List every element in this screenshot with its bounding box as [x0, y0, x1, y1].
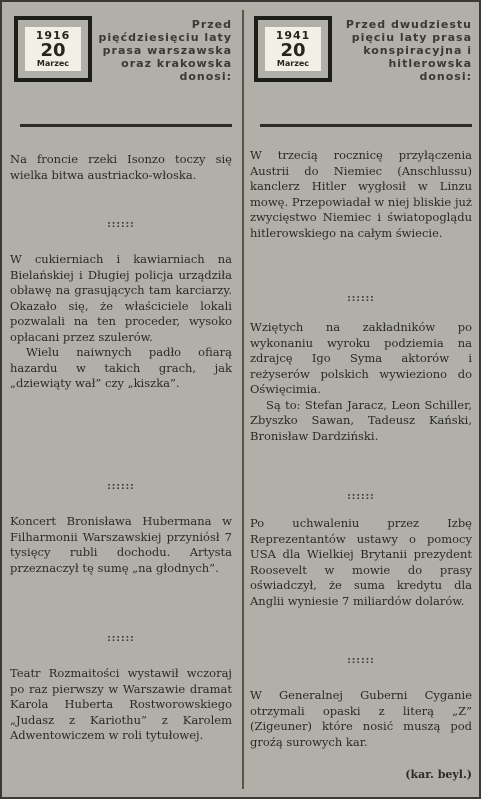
heading-rule — [260, 124, 472, 127]
column-heading: Przed pięćdziesięciu laty prasa warszawska oraz krakowska donosi: — [98, 18, 232, 83]
article-cyganie — [250, 688, 472, 750]
column-1916 — [10, 2, 236, 742]
article-text: Koncert Bronisława Hubermana w Filharmonii Warszawskiej przyniósł 7 tysięcy rubli dochodu. Artysta przeznaczył tę sumę „na głodnych”. — [10, 514, 232, 575]
article-text: Są to: Stefan Jaracz, Leon Schiller, Zbyszko Sawan, Tadeusz Kański, Bronisław Dardziński. — [250, 397, 472, 443]
article-teatr — [10, 666, 232, 744]
date-day: 20 — [280, 40, 306, 61]
column-divider — [242, 10, 244, 789]
article-text: W cukierniach i kawiarniach na Bielańskiej i Długiej policja urządziła obławę na grasujących tam karciarzy. Okazało się, że właściciele lokali pozwalali na ten proceder, wysoko opłacani przez szulerów. — [10, 252, 232, 344]
article-isonzo — [10, 152, 232, 183]
date-day: 20 — [40, 40, 66, 61]
signature: (kar. beyl.) — [405, 768, 472, 781]
article-zakladnicy — [250, 320, 472, 444]
article-text: W Generalnej Guberni Cyganie otrzymali opaski z literą „Z” (Zigeuner) które nosić muszą pod groźą surowych kar. — [250, 688, 472, 749]
date-card — [25, 27, 81, 71]
date-box — [14, 16, 92, 82]
article-text: W trzecią rocznicę przyłączenia Austrii do Niemiec (Anschlussu) kanclerz Hitler wygłosił w Linzu mowę. Przepowiadał w niej bliskie już zwycięstwo Niemiec i światopoglądu hitlerowskiego na całym świecie. — [250, 148, 472, 240]
article-cukiernie — [10, 252, 232, 392]
separator: :::::: — [107, 634, 135, 644]
article-huberman — [10, 514, 232, 576]
article-roosevelt — [250, 516, 472, 609]
date-month: Marzec — [36, 59, 70, 68]
article-text: Po uchwaleniu przez Izbę Reprezentantów ustawy o pomocy USA dla Wielkiej Brytanii prezydent Roosevelt w mowie do prasy oświadczył, że suma kredytu dla Anglii wyniesie 7 miliardów dolarów. — [250, 516, 472, 608]
separator: :::::: — [107, 482, 135, 492]
article-text: Na froncie rzeki Isonzo toczy się wielka bitwa austriacko-włoska. — [10, 152, 232, 182]
column-1941 — [250, 2, 476, 781]
article-text: Wziętych na zakładników po wykonaniu wyroku podziemia na zdrajcę Igo Syma aktorów i reżyserów polskich wywieziono do Oświęcimia. — [250, 320, 472, 396]
date-year: 1941 — [275, 29, 311, 42]
separator: :::::: — [347, 492, 375, 502]
date-card — [265, 27, 321, 71]
separator: :::::: — [347, 294, 375, 304]
separator: :::::: — [347, 656, 375, 666]
column-heading: Przed dwudziestu pięciu laty prasa konspiracyjna i hitlerowska donosi: — [345, 18, 472, 83]
column-header — [250, 2, 476, 112]
separator: :::::: — [107, 220, 135, 230]
column-header — [10, 2, 236, 112]
date-box — [254, 16, 332, 82]
heading-rule — [20, 124, 232, 127]
date-month: Marzec — [276, 59, 310, 68]
article-anschluss — [250, 148, 472, 241]
date-year: 1916 — [35, 29, 71, 42]
article-text: Teatr Rozmaitości wystawił wczoraj po raz pierwszy w Warszawie dramat Karola Huberta Rostworowskiego „Judasz z Kariothu” z Karolem Adwentowiczem w roli tytułowej. — [10, 666, 232, 742]
article-text: Wielu naiwnych padło ofiarą hazardu w takich grach, jak „dziewiąty wał” czy „kiszka”. — [10, 345, 232, 390]
